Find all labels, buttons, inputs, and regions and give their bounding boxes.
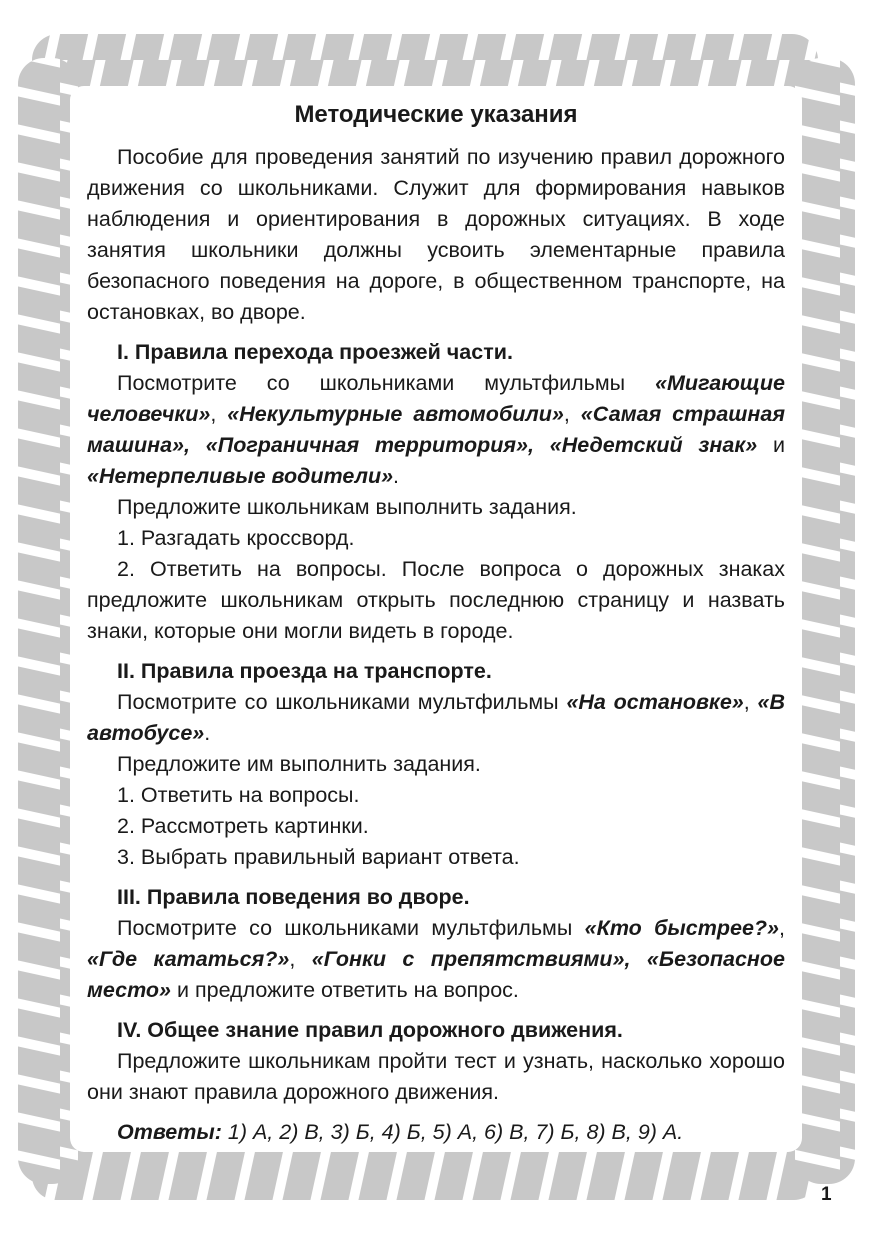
film-title: «Нетерпеливые водители» xyxy=(87,464,394,488)
film-title: «Мигающие человечки» xyxy=(87,371,785,426)
section-2-task-2: 2. Рассмотреть картинки. xyxy=(117,814,369,838)
film-title: «В автобусе» xyxy=(87,690,785,745)
section-1-task-2: 2. Ответить на вопросы. После вопроса о дорожных знаках предложите школьникам открыть последнюю страницу и назвать знаки, которые они могли видеть в городе. xyxy=(87,557,785,643)
section-1-task-1: 1. Разгадать кроссворд. xyxy=(117,526,355,550)
page-number: 1 xyxy=(821,1184,832,1205)
section-1-heading: I. Правила перехода проезжей части. xyxy=(117,340,513,364)
section-2-offer: Предложите им выполнить задания. xyxy=(117,752,481,776)
section-2-films: Посмотрите со школьниками мультфильмы «На остановке», «В автобусе». xyxy=(87,690,785,745)
rope-right xyxy=(795,58,855,1184)
film-title: «Гонки с препятствиями», «Безопасное место» xyxy=(87,947,785,1002)
section-1-offer: Предложите школьникам выполнить задания. xyxy=(117,495,577,519)
section-2-task-3: 3. Выбрать правильный вариант ответа. xyxy=(117,845,520,869)
answers-values: 1) А, 2) В, 3) Б, 4) Б, 5) А, 6) В, 7) Б, 8) В, 9) А. xyxy=(221,1120,684,1144)
section-3-heading: III. Правила поведения во дворе. xyxy=(117,885,470,909)
answers-line xyxy=(87,1117,785,1148)
film-title: «Где кататься?» xyxy=(87,947,290,971)
film-title: «Некультурные автомобили» xyxy=(227,402,564,426)
intro-paragraph: Пособие для проведения занятий по изучению правил дорожного движения со школьниками. Служит для формирования навыков наблюдения и ориентирования в дорожных ситуациях. В ходе занятия школьники должны усвоить элементарные правила безопасного поведения на дороге, в общественном транспорте, на остановках, во дворе. xyxy=(87,145,785,324)
page-title: Методические указания xyxy=(294,101,578,128)
section-4-text: Предложите школьникам пройти тест и узнать, насколько хорошо они знают правила дорожного движения. xyxy=(87,1049,785,1104)
section-2-task-1: 1. Ответить на вопросы. xyxy=(117,783,360,807)
section-2-heading: II. Правила проезда на транспорте. xyxy=(117,659,492,683)
section-3-films: Посмотрите со школьниками мультфильмы «Кто быстрее?», «Где кататься?», «Гонки с препятствиями», «Безопасное место» и предложите ответить на вопрос. xyxy=(87,916,785,1002)
rope-bottom xyxy=(32,1148,818,1200)
instructions-content xyxy=(87,100,785,1148)
film-title: «Кто быстрее?» xyxy=(584,916,780,940)
section-1-films: Посмотрите со школьниками мультфильмы «Мигающие человечки», «Некультурные автомобили», «Самая страшная машина», «Пограничная территория», «Недетский знак» и «Нетерпеливые водители». xyxy=(87,371,786,488)
film-title: «На остановке» xyxy=(566,690,744,714)
film-title: «Самая страшная машина», «Пограничная территория», «Недетский знак» xyxy=(87,402,786,457)
rope-left xyxy=(18,58,78,1184)
answers-label: Ответы: xyxy=(117,1120,222,1144)
rope-top xyxy=(32,34,818,92)
section-4-heading: IV. Общее знание правил дорожного движения. xyxy=(117,1018,623,1042)
